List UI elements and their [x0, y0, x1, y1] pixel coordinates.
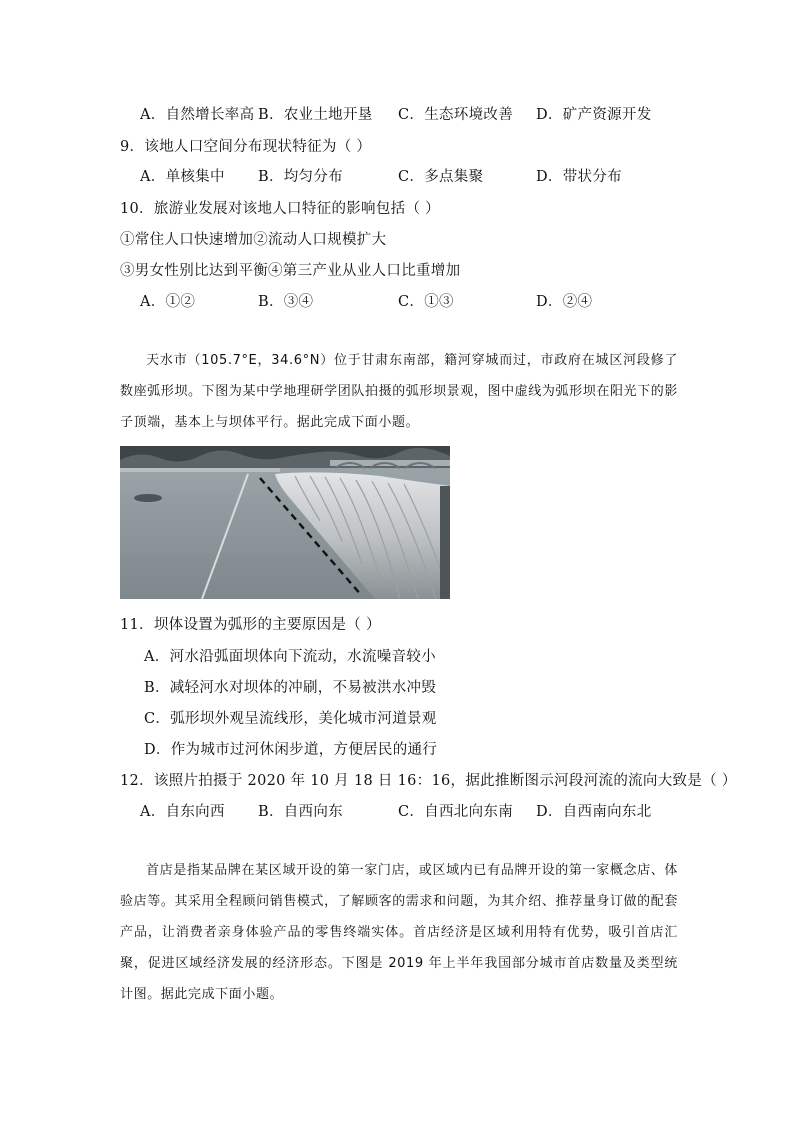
- q10-items-line2: ③男女性别比达到平衡④第三产业从业人口比重增加: [120, 263, 461, 279]
- q11-option-c: C．弧形坝外观呈流线形，美化城市河道景观: [144, 711, 437, 727]
- dam-photo-illustration: [120, 446, 450, 599]
- q12-option-a: A．自东向西: [140, 804, 225, 820]
- q10-stem: 10．旅游业发展对该地人口特征的影响包括（ ）: [120, 201, 440, 217]
- q8-option-b: B．农业土地开垦: [258, 107, 373, 123]
- q8-option-d: D．矿产资源开发: [536, 107, 652, 123]
- q12-option-c: C．自西北向东南: [398, 804, 513, 820]
- q11-stem: 11．坝体设置为弧形的主要原因是（ ）: [120, 617, 381, 633]
- q8-option-c: C．生态环境改善: [398, 107, 513, 123]
- passage-first-store: [120, 855, 678, 1010]
- q9-option-b: B．均匀分布: [258, 169, 343, 185]
- q8-option-a: A．自然增长率高: [140, 107, 255, 123]
- q9-option-a: A．单核集中: [140, 169, 225, 185]
- q10-option-a: A．①②: [140, 294, 196, 310]
- q12-stem: 12．该照片拍摄于 2020 年 10 月 18 日 16：16，据此推断图示河段河流的流向大致是（ ）: [120, 773, 737, 789]
- passage-tianshui: [120, 345, 678, 438]
- q9-option-d: D．带状分布: [536, 169, 622, 185]
- q12-option-b: B．自西向东: [258, 804, 343, 820]
- q10-option-b: B．③④: [258, 294, 314, 310]
- q9-stem: 9．该地人口空间分布现状特征为（ ）: [120, 139, 372, 155]
- q10-items-line1: ①常住人口快速增加②流动人口规模扩大: [120, 232, 387, 248]
- q11-option-d: D．作为城市过河休闲步道，方便居民的通行: [144, 742, 438, 758]
- q10-option-c: C．①③: [398, 294, 454, 310]
- dam-photo: [120, 446, 450, 599]
- q10-option-d: D．②④: [536, 294, 593, 310]
- q11-option-a: A．河水沿弧面坝体向下流动，水流噪音较小: [144, 649, 436, 665]
- q11-option-b: B．减轻河水对坝体的冲刷，不易被洪水冲毁: [144, 680, 437, 696]
- passage-tianshui-text: 天水市（105.7°E，34.6°N）位于甘肃东南部，籍河穿城而过，市政府在城区河段修了数座弧形坝。下图为某中学地理研学团队拍摄的弧形坝景观，图中虚线为弧形坝在阳光下的影子顶端，基本上与坝体平行。据此完成下面小题。: [120, 353, 678, 430]
- passage-first-store-text: 首店是指某品牌在某区域开设的第一家门店，或区域内已有品牌开设的第一家概念店、体验店等。其采用全程顾问销售模式，了解顾客的需求和问题，为其介绍、推荐量身订做的配套产品，让消费者亲身体验产品的零售终端实体。首店经济是区域利用特有优势，吸引首店汇聚，促进区域经济发展的经济形态。下图是 2019 年上半年我国部分城市首店数量及类型统计图。据此完成下面小题。: [120, 863, 678, 1002]
- q9-option-c: C．多点集聚: [398, 169, 484, 185]
- q12-option-d: D．自西南向东北: [536, 804, 652, 820]
